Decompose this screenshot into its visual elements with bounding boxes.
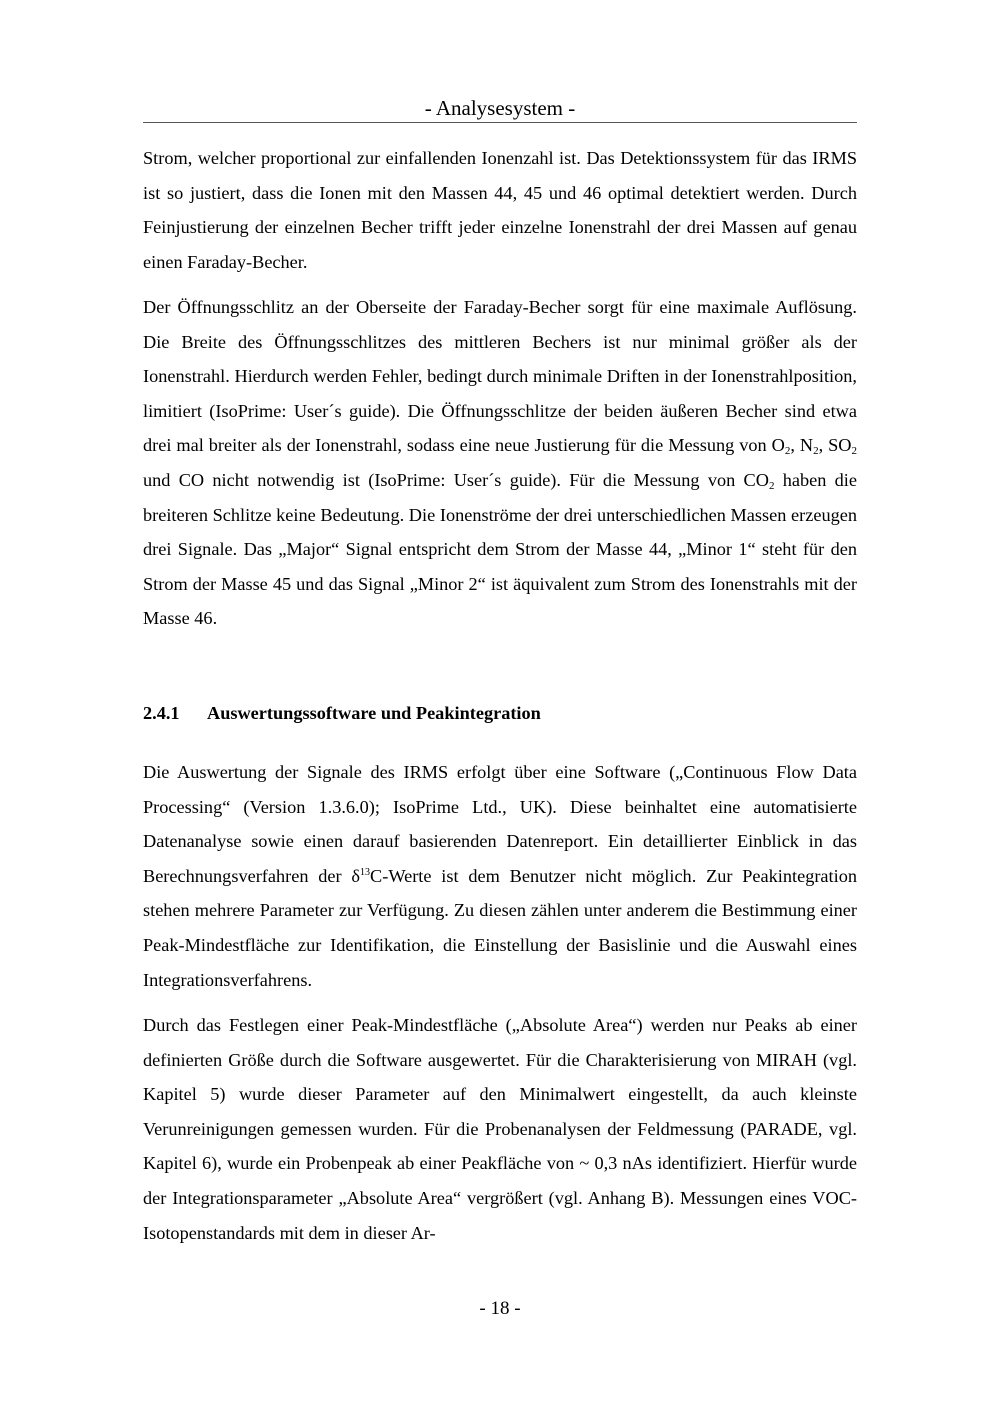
page-number: - 18 - — [479, 1298, 521, 1319]
paragraph-detection-system: Strom, welcher proportional zur einfallenden Ionenzahl ist. Das Detektionssystem für das IRMS ist so justiert, dass die Ionen mit den Massen 44, 45 und 46 optimal detektiert werden. Durch Feinjustierung der einzelnen Becher trifft jeder einzelne Ionenstrahl der drei Massen auf genau einen Faraday-Becher. — [143, 148, 857, 272]
section-heading — [143, 700, 857, 726]
subscript: 2 — [784, 445, 791, 458]
paragraph-software — [143, 755, 857, 997]
page-header: - Analysesystem - — [143, 94, 857, 123]
paragraph-text: und CO nicht notwendig ist (IsoPrime: User´s guide). Für die Messung von CO — [143, 469, 769, 490]
paragraph-text: C-Werte ist dem Benutzer nicht möglich. Zur Peakintegration stehen mehrere Parameter zur Verfügung. Zu diesen zählen unter anderem die Bestimmung einer Peak-Mindestfläche zur Identifikation, die Einstellung der Basislinie und die Auswahl eines Integrationsverfahrens. — [143, 865, 857, 990]
section-title: Auswertungssoftware und Peakintegration — [207, 703, 541, 723]
superscript: 13 — [360, 866, 371, 878]
subscript: 2 — [813, 445, 819, 458]
subscript: 2 — [851, 445, 857, 458]
paragraph-text: Die Auswertung der Signale des IRMS erfolgt über eine Software („Continuous Flow Data Processing“ (Version 1.3.6.0); IsoPrime Ltd., UK). Diese beinhaltet eine automatisierte Datenanalyse sowie einen darauf basierenden Datenreport. Ein detaillierter Einblick in das Berechnungsverfahren der δ — [143, 762, 857, 886]
paragraph-text: , N — [790, 435, 814, 456]
paragraph-text: Der Öffnungsschlitz an der Oberseite der Faraday-Becher sorgt für eine maximale Auflösung. Die Breite des Öffnungsschlitzes des mittleren Bechers ist nur minimal größer als der Ionenstrahl. Hierdurch werden Fehler, bedingt durch minimale Driften in der Ionenstrahlposition, limitiert (IsoPrime: User´s guide). Die Öffnungsschlitze der beiden äußeren Becher sind etwa drei mal breiter als der Ionenstrahl, sodass eine neue Justierung für die Messung von O — [143, 297, 857, 456]
paragraph-text: , SO — [818, 435, 852, 456]
paragraph-faraday-slits — [143, 290, 857, 636]
paragraph-absolute-area: Durch das Festlegen einer Peak-Mindestfläche („Absolute Area“) werden nur Peaks ab einer definierten Größe durch die Software ausgewertet. Für die Charakterisierung von MIRAH (vgl. Kapitel 5) wurde dieser Parameter auf den Minimalwert eingestellt, da auch kleinste Verunreinigungen gemessen wurden. Für die Probenanalysen der Feldmessung (PARADE, vgl. Kapitel 6), wurde ein Probenpeak ab einer Peakfläche von ~ 0,3 nAs identifiziert. Hierfür wurde der Integrationsparameter „Absolute Area“ vergrößert (vgl. Anhang B). Messungen eines VOC-Isotopenstandards mit dem in dieser Ar- — [143, 1015, 857, 1243]
subscript: 2 — [768, 479, 775, 492]
paragraph-text: haben die breiteren Schlitze keine Bedeutung. Die Ionenströme der drei unterschiedlichen Massen erzeugen drei Signale. Das „Major“ Signal entspricht dem Strom der Masse 44, „Minor 1“ steht für den Strom der Masse 45 und das Signal „Minor 2“ ist äquivalent zum Strom des Ionenstrahls mit der Masse 46. — [143, 469, 858, 629]
section-number: 2.4.1 — [143, 703, 180, 723]
